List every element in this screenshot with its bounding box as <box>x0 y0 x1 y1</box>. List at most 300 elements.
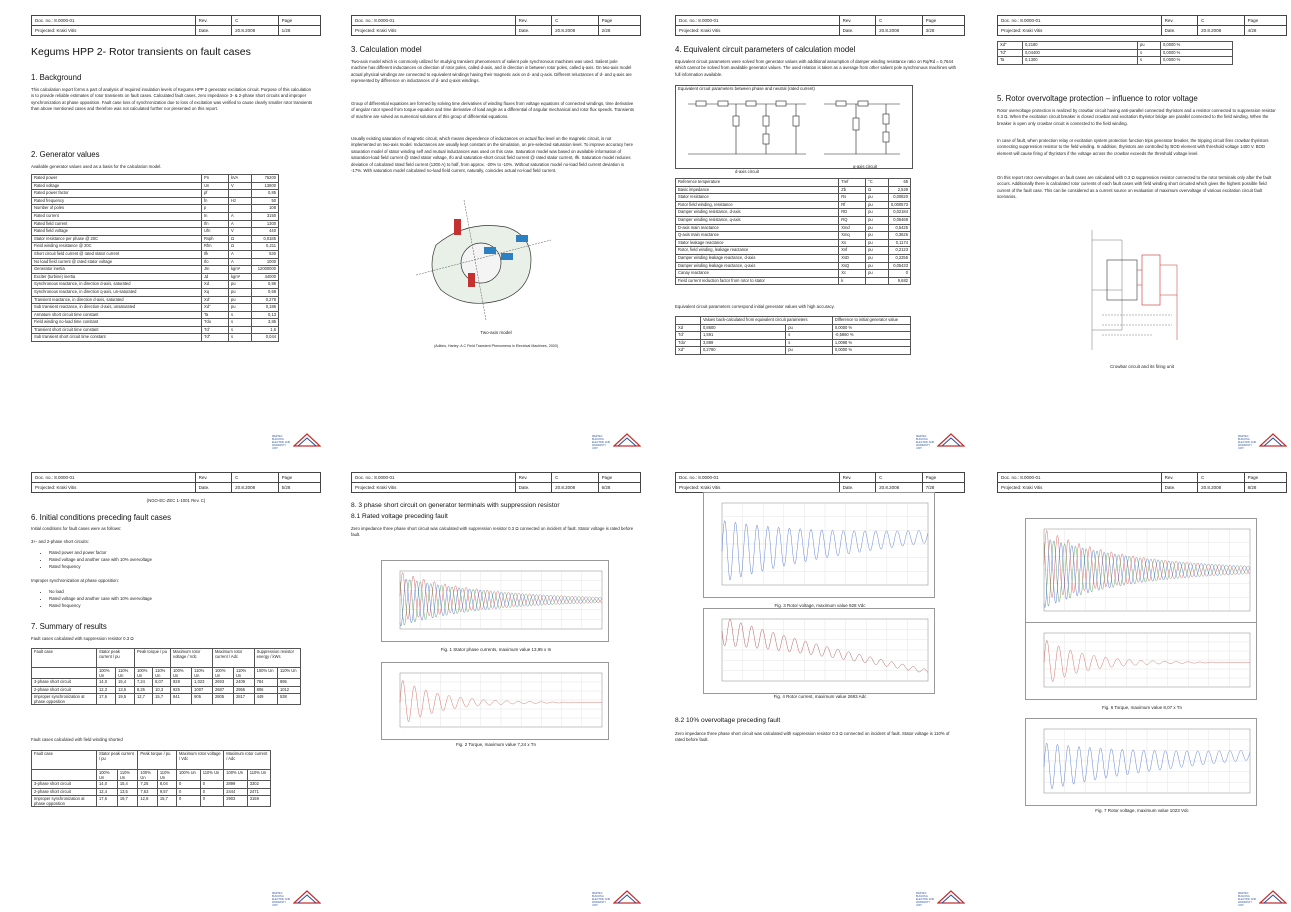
subsection-heading: 8.1 Rated voltage preceding fault <box>351 513 448 520</box>
page-number: 7/28 <box>922 483 964 493</box>
page-1 <box>31 15 321 455</box>
table-cell: Ta <box>998 57 1023 65</box>
logo-text: MERTEC BUILDING ELECTRIC AND WARRANTY UNIT <box>916 892 935 907</box>
table-row <box>32 182 279 190</box>
logo-text: MERTEC BUILDING ELECTRIC AND WARRANTY UNIT <box>1238 892 1257 907</box>
table-cell: 0,13 <box>252 311 279 319</box>
table-cell: Rotor field winding, resistance <box>676 201 839 209</box>
table-cell: Ta <box>202 311 229 319</box>
table-row <box>32 781 271 789</box>
project: Projected: Kraki Vitis <box>32 26 196 36</box>
comparison-table <box>675 316 911 355</box>
page-header <box>351 15 641 36</box>
table-cell: Ifn <box>202 220 229 228</box>
logo-mark-icon <box>937 890 965 904</box>
rev-label: Rev. <box>839 16 876 26</box>
table-row <box>676 339 911 347</box>
table-cell: 13,5 <box>117 788 138 796</box>
table-row <box>32 273 279 281</box>
table-cell: Xmq <box>839 232 866 240</box>
page-label: Page <box>278 16 320 26</box>
table-cell: pu <box>229 304 252 312</box>
table-cell <box>676 317 701 325</box>
table-row <box>676 179 911 187</box>
figure-source: (Adkins, Harley: A C Field Transient Phenomena in Electrical Machines, 2003) <box>434 344 558 348</box>
table-cell: 1300 <box>252 220 279 228</box>
table-cell: kgm² <box>229 273 252 281</box>
table-cell: 7,25 <box>138 781 157 789</box>
table-cell: RQ <box>839 216 866 224</box>
table-cell: A <box>229 220 252 228</box>
table-cell: pu <box>866 254 889 262</box>
table-cell <box>866 277 889 285</box>
table-cell: 100% Un <box>212 668 233 679</box>
table-cell: 100% Un <box>134 668 152 679</box>
table-cell: s <box>229 334 252 342</box>
doc-no: Doc. no.: 8.0000-01 <box>352 473 516 483</box>
table-row <box>32 334 279 342</box>
table-row <box>676 247 911 255</box>
page-number: 8/28 <box>1244 483 1286 493</box>
logo-text: MERTEC BUILDING ELECTRIC AND WARRANTY UNIT <box>272 892 291 907</box>
table-cell: s <box>229 311 252 319</box>
table-cell: 75200 <box>252 175 279 183</box>
table-cell: Number of poles <box>32 205 202 213</box>
table-cell: 2805 <box>212 694 233 705</box>
table-cell: 1012 <box>277 686 300 694</box>
table-cell: Generator inertia <box>32 266 202 274</box>
page-5 <box>31 472 321 912</box>
table-row <box>32 205 279 213</box>
table-row <box>32 190 279 198</box>
section-heading: 4. Equivalent circuit parameters of calculation model <box>675 45 856 54</box>
table-cell: Stator resistance <box>676 194 839 202</box>
table-cell: 538 <box>277 694 300 705</box>
table-cell: Xs <box>839 239 866 247</box>
table-cell: Fault case <box>32 751 97 770</box>
table-cell: 8,25 <box>134 686 152 694</box>
table-cell: A <box>229 250 252 258</box>
table-cell: Hz <box>229 197 252 205</box>
section-heading: 1. Background <box>31 73 82 82</box>
table-cell: Jm <box>202 266 229 274</box>
table-cell: 100% Un <box>254 668 277 679</box>
table-cell: 13800 <box>252 182 279 190</box>
doc-no: Doc. no.: 8.0000-01 <box>998 473 1162 483</box>
project: Projected: Kraki Vitis <box>676 26 840 36</box>
equivalent-circuit-figure <box>675 85 913 169</box>
table-cell: 0,0000 % <box>832 347 910 355</box>
table-cell: 2,529 <box>888 186 910 194</box>
page-label: Page <box>278 473 320 483</box>
table-cell: 0,0000 % <box>1161 49 1233 57</box>
table-cell: 2-phase short circuit <box>32 788 97 796</box>
table-cell: 3159 <box>247 796 270 807</box>
date-value: 20.8.2008 <box>1198 483 1245 493</box>
table-row <box>676 277 911 285</box>
table-cell: s <box>1138 57 1161 65</box>
table-cell: 0,278 <box>252 296 279 304</box>
table-cell: 0 <box>176 796 200 807</box>
paragraph: Rotor overvoltage protection is realized by crowbar circuit having anti-parallel connected thyristors and a resistor connected to suppression resistor 0.3 Ω. When the excitation circuit breaker is closed crowbar and excitation thyristor bridge are parallel connected to the field winding. When the breaker is open only crowbar circuit is connected to the field winding. <box>997 108 1276 126</box>
table-row <box>32 668 301 679</box>
date-value: 20.8.2008 <box>1198 26 1245 36</box>
table-cell: 928 <box>171 679 192 687</box>
table-cell: Armature short circuit time constant <box>32 311 202 319</box>
table-cell: 2899 <box>224 781 248 789</box>
table-cell: A <box>229 258 252 266</box>
table-cell: Un <box>202 182 229 190</box>
table-cell: In <box>202 212 229 220</box>
circuit-caption: Equivalent circuit parameters between phase and neutral (rated current) <box>678 86 815 91</box>
table-row <box>32 197 279 205</box>
project: Projected: Kraki Vitis <box>32 483 196 493</box>
table-row <box>676 239 911 247</box>
rev-value: C <box>232 16 279 26</box>
logo-mark-icon <box>613 433 641 447</box>
table-cell: 3-phase short circuit <box>32 679 97 687</box>
table-cell: 12000000 <box>252 266 279 274</box>
table-cell: XsQ <box>839 262 866 270</box>
table-cell: 0,0000 % <box>1161 42 1233 50</box>
table-cell: 2955 <box>233 686 254 694</box>
table-cell: 3302 <box>247 781 270 789</box>
table-cell: 2817 <box>233 694 254 705</box>
page-header <box>675 15 965 36</box>
page-label: Page <box>922 473 964 483</box>
page-header <box>675 472 965 493</box>
project: Projected: Kraki Vitis <box>352 26 516 36</box>
table-cell: Stator leakage reactance <box>676 239 839 247</box>
reference-note: (NGO-EC-ZEC 1-1001 Rev. C) <box>146 498 206 503</box>
rev-value: C <box>552 473 599 483</box>
table-cell: D-axis main reactance <box>676 224 839 232</box>
table-cell: Damper winding leakage reactance, d-axis <box>676 254 839 262</box>
paragraph: Initial conditions for fault cases were as follows: <box>31 526 122 531</box>
doc-no: Doc. no.: 8.0000-01 <box>676 16 840 26</box>
table-row <box>676 324 911 332</box>
table-cell: 3150 <box>252 212 279 220</box>
table-cell: 2-phase short circuit <box>32 686 97 694</box>
page-header <box>997 15 1287 36</box>
page-7 <box>675 472 965 912</box>
table-row <box>32 319 279 327</box>
table-cell: A <box>229 212 252 220</box>
table-row <box>32 788 271 796</box>
short-circuit-conditions-list <box>39 549 152 570</box>
table-row <box>676 347 911 355</box>
figure-caption: Fig. 5 Stator phase currents, maximum value 15,4 x In <box>1087 628 1197 633</box>
table-cell: pu <box>229 281 252 289</box>
date-label: Date. <box>195 483 232 493</box>
rev-label: Rev. <box>195 16 232 26</box>
table-cell: Rated field current <box>32 220 202 228</box>
table-row <box>676 317 911 325</box>
date-label: Date. <box>1161 26 1198 36</box>
doc-no: Doc. no.: 8.0000-01 <box>352 16 516 26</box>
table-cell: Suppression resistor energy / kWs <box>254 649 300 668</box>
table-cell: 17,6 <box>97 796 118 807</box>
table-cell: pu <box>229 296 252 304</box>
rev-value: C <box>876 16 923 26</box>
doc-no: Doc. no.: 8.0000-01 <box>676 473 840 483</box>
company-logo <box>272 890 324 906</box>
figure-caption: Fig. 6 Torque, maximum value 8,07 x Tn <box>1101 705 1183 710</box>
project: Projected: Kraki Vitis <box>676 483 840 493</box>
rev-label: Rev. <box>1161 16 1198 26</box>
table-cell: 0,211 <box>252 243 279 251</box>
table-cell: 14,0 <box>97 679 116 687</box>
table-cell: 15,7 <box>157 796 176 807</box>
table-row <box>32 235 279 243</box>
table-cell: Improper synchronization at phase opposition <box>32 796 97 807</box>
table-cell: Improper synchronization at phase opposition <box>32 694 97 705</box>
company-logo <box>916 890 968 906</box>
date-value: 20.8.2008 <box>876 26 923 36</box>
rev-label: Rev. <box>515 16 552 26</box>
figure-caption: Fig. 3 Rotor voltage, maximum value 928 Vdc <box>774 603 866 608</box>
table-cell: Xq <box>202 288 229 296</box>
table-cell: Rf <box>839 201 866 209</box>
page-3 <box>675 15 965 455</box>
table-cell: Ω <box>229 243 252 251</box>
table-cell: pu <box>866 247 889 255</box>
generator-values-table <box>31 174 279 342</box>
table-cell: 65 <box>888 179 910 187</box>
table-cell: pu <box>866 201 889 209</box>
table-row <box>998 57 1233 65</box>
table-cell: Xd' <box>202 296 229 304</box>
figure-caption: Crowbar circuit and its firing unit <box>1109 364 1175 369</box>
table-cell: 15,7 <box>153 694 171 705</box>
table-cell: 110% Un <box>153 668 171 679</box>
table-cell: Field current reduction factor from rotor to stator <box>676 277 839 285</box>
paragraph: Zero impedance three phase short circuit was calculated with suppression resistor 0.3 Ω connected on incident of fault. Stator voltage is 110% of rated before fault. <box>675 731 950 743</box>
table-row <box>676 201 911 209</box>
doc-no: Doc. no.: 8.0000-01 <box>32 473 196 483</box>
table-cell: RD <box>839 209 866 217</box>
table-cell: Ufn <box>202 228 229 236</box>
table-cell: 2903 <box>224 796 248 807</box>
table-cell: 2471 <box>247 788 270 796</box>
table-cell: Fault case <box>32 649 97 668</box>
table-cell: Ifk <box>202 250 229 258</box>
project: Projected: Kraki Vitis <box>998 26 1162 36</box>
table-cell: Zb <box>839 186 866 194</box>
logo-mark-icon <box>1259 433 1287 447</box>
table-cell: 0,186 <box>252 304 279 312</box>
table-row <box>32 243 279 251</box>
table-cell: 0,2255 <box>888 254 910 262</box>
table-cell: 0,05433 <box>888 262 910 270</box>
table-cell: Rated power factor <box>32 190 202 198</box>
table-cell: Tdo <box>202 319 229 327</box>
table-cell: 0 <box>888 270 910 278</box>
stator-current-plot <box>1025 518 1257 624</box>
table-cell: 14,0 <box>97 781 118 789</box>
table-row <box>32 258 279 266</box>
table-cell: °C <box>866 179 889 187</box>
table-cell: 7,63 <box>138 788 157 796</box>
table-cell: Rsph <box>202 235 229 243</box>
figure-caption: Fig. 7 Rotor voltage, maximum value 1023 Vdc <box>1095 808 1189 813</box>
table-row <box>676 216 911 224</box>
rev-value: C <box>552 16 599 26</box>
table-cell: 0,02184 <box>888 209 910 217</box>
table-cell: Sub transient short circuit time constant <box>32 334 202 342</box>
table-cell: XsD <box>839 254 866 262</box>
table-cell: 0,1174 <box>888 239 910 247</box>
table-cell: 0,85 <box>252 190 279 198</box>
rev-value: C <box>232 473 279 483</box>
table-cell: Stator resistance per phase @ 20C <box>32 235 202 243</box>
table-row <box>32 311 279 319</box>
page-label: Page <box>1244 473 1286 483</box>
table-cell: 0,0185 <box>252 235 279 243</box>
table-cell: pu <box>866 224 889 232</box>
table-cell: Synchronous reactance, in direction q-axis, un-saturated <box>32 288 202 296</box>
table-cell: fn <box>202 197 229 205</box>
page-label: Page <box>598 473 640 483</box>
table-row <box>998 42 1233 50</box>
logo-text: MERTEC BUILDING ELECTRIC AND WARRANTY UNIT <box>592 892 611 907</box>
table-cell: 0,05468 <box>888 216 910 224</box>
table-cell: 0,04400 <box>1023 49 1138 57</box>
table-cell: Rated frequency <box>32 197 202 205</box>
table-row <box>32 228 279 236</box>
table-cell: Xc <box>839 270 866 278</box>
circuit-schematic <box>686 96 902 158</box>
torque-plot <box>381 662 609 740</box>
table-cell: Xd <box>202 281 229 289</box>
table-cell: Xd" <box>998 42 1023 50</box>
figure-caption: Two-axis model <box>480 330 512 335</box>
table-cell: 1,0098 % <box>832 339 910 347</box>
rev-label: Rev. <box>839 473 876 483</box>
page-header <box>351 472 641 493</box>
table-cell: 110% Un <box>233 668 254 679</box>
logo-mark-icon <box>937 433 965 447</box>
logo-text: MERTEC BUILDING ELECTRIC AND WARRANTY UNIT <box>592 435 611 450</box>
table-cell: 2687 <box>212 686 233 694</box>
date-label: Date. <box>839 483 876 493</box>
table-cell: Damper winding resistance, q-axis <box>676 216 839 224</box>
logo-mark-icon <box>613 890 641 904</box>
table-cell: Q-axis main reactance <box>676 232 839 240</box>
table-cell: 784 <box>254 679 277 687</box>
section-heading: 7. Summary of results <box>31 622 107 631</box>
table-cell: 1,023 <box>192 679 213 687</box>
table-cell: Field winding no-load time constant <box>32 319 202 327</box>
table-cell: 110% Un <box>157 770 176 781</box>
table-row <box>676 270 911 278</box>
company-logo <box>272 433 324 449</box>
table-cell: Transient short circuit time constant <box>32 326 202 334</box>
table-cell: -0,5860 % <box>832 332 910 340</box>
page-number: 3/28 <box>922 26 964 36</box>
rev-value: C <box>1198 473 1245 483</box>
table-cell: 10,3 <box>153 686 171 694</box>
page-number: 5/28 <box>278 483 320 493</box>
paragraph: Equivalent circuit parameters correspond initial generator values with high accuracy. <box>675 304 835 309</box>
table-cell: 0,000573 <box>888 201 910 209</box>
table-cell: Xd <box>676 324 701 332</box>
table-cell: p <box>202 205 229 213</box>
section-heading: 5. Rotor overvoltage protection – influence to rotor voltage <box>997 94 1198 103</box>
table-cell: 110% Un <box>192 668 213 679</box>
table-cell: Td' <box>202 326 229 334</box>
table-cell <box>32 668 97 679</box>
project: Projected: Kraki Vitis <box>352 483 516 493</box>
table-row <box>676 332 911 340</box>
doc-no: Doc. no.: 8.0000-01 <box>998 16 1162 26</box>
table-cell: 100% Un <box>97 770 118 781</box>
table-cell: Tref <box>839 179 866 187</box>
table-cell: Rated voltage <box>32 182 202 190</box>
rotor-current-plot <box>703 608 935 694</box>
figure-caption: Fig. 2 Torque, maximum value 7,24 x Tn <box>455 742 537 747</box>
table-cell: Exciter (turbine) inertia <box>32 273 202 281</box>
table-cell: 1,591 <box>701 332 786 340</box>
paragraph: Two-axis model which is commonly utilized for studying transient phenomena's of salient pole synchronous machines was used. Salient pole machine has different inductances on direction of rotor poles, called d-axis, and in direction in between rotor poles, called q-axis. On two-axis model actual physical windings are connected to equivalent windings having their magnetic axis on d- and q-axis. Different reluctances of d- and q-axis are represented by difference on inductances of d- and q-axis windings. <box>351 59 632 84</box>
table-cell: Rs <box>839 194 866 202</box>
page-header <box>997 472 1287 493</box>
page-2 <box>351 15 641 455</box>
page-label: Page <box>1244 16 1286 26</box>
table-cell: 110% Un <box>200 770 223 781</box>
table-cell: 2693 <box>212 679 233 687</box>
table-cell: Canay reactance <box>676 270 839 278</box>
paragraph: Equivalent circuit parameters were solved from generator values with additional assumption of damper winding resistance ratio on Rq/Rd = 0,7644 which cannot be solved from available generator values. The used relation is taken as a average from other salient pole synchronous machines with full information available. <box>675 59 957 77</box>
page-4 <box>997 15 1287 455</box>
table-row <box>32 220 279 228</box>
table-cell: kgm² <box>229 266 252 274</box>
torque-plot <box>1025 622 1257 700</box>
table-cell: Maximum rotor current / Adc <box>224 751 271 770</box>
table-cell: 0 <box>200 788 223 796</box>
table-cell: Basic impedance <box>676 186 839 194</box>
paragraph: Group of differential equations are formed by solving time derivatives of winding fluxes from voltage equations of connected windings, time derivative of angular rotor speed from torque equation and time derivative of load angle as a differential of angular mechanical and rotor flux speeds. Transients of machine are solved as numerical solutions of this group of differential equations. <box>351 101 634 119</box>
list-item: • No load <box>49 588 152 595</box>
table-cell: Rated current <box>32 212 202 220</box>
table-cell: Stator peak current / pu <box>97 649 135 668</box>
table-cell: 925 <box>171 686 192 694</box>
table-cell: 9,57 <box>157 788 176 796</box>
rev-value: C <box>1198 16 1245 26</box>
table-row <box>676 209 911 217</box>
table-cell: Damper winding leakage reactance, q-axis <box>676 262 839 270</box>
table-cell: V <box>229 228 252 236</box>
table-cell: 530 <box>252 250 279 258</box>
table-row <box>32 686 301 694</box>
table-cell: 0,2780 <box>701 347 786 355</box>
date-value: 20.8.2008 <box>552 26 599 36</box>
table-cell: Ω <box>229 235 252 243</box>
table-cell: Values back-calculated from equivalent circuit parameters <box>701 317 833 325</box>
stator-current-plot <box>381 560 609 642</box>
table-cell: 44000 <box>252 273 279 281</box>
table-cell: pu <box>866 194 889 202</box>
date-value: 20.8.2008 <box>876 483 923 493</box>
table-cell: Maximum rotor current / Adc <box>212 649 254 668</box>
table-cell: pu <box>229 288 252 296</box>
table-cell: 0 <box>200 781 223 789</box>
table-cell: 0,2180 <box>1023 42 1138 50</box>
table-cell: 9,682 <box>888 277 910 285</box>
table-cell: pu <box>866 262 889 270</box>
figure-caption: Fig. 4 Rotor current, maximum value 2693 Adc <box>773 694 867 699</box>
table-cell: 100% Un <box>176 770 200 781</box>
